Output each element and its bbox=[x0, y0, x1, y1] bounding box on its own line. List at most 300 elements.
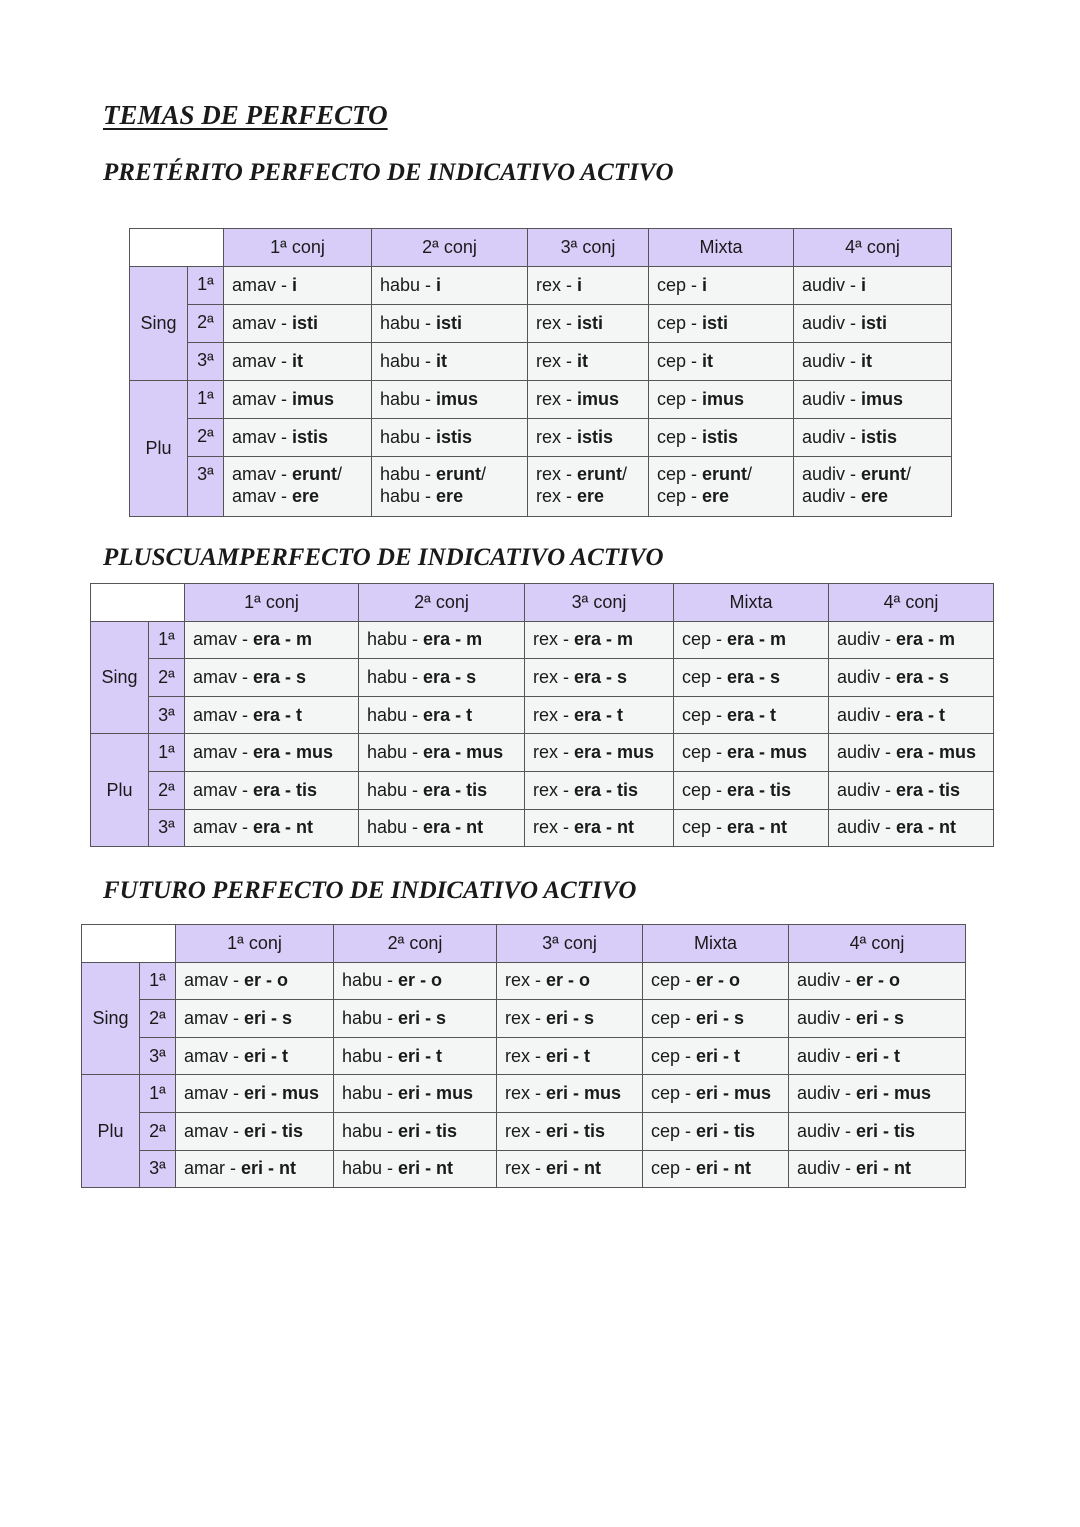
ending: era - t bbox=[574, 704, 624, 725]
form-line bbox=[802, 463, 943, 485]
form-line bbox=[380, 485, 519, 507]
conjugation-cell bbox=[224, 381, 372, 419]
ending: era - mus bbox=[896, 742, 977, 763]
column-header: 2ª conj bbox=[372, 229, 528, 267]
corner-cell bbox=[130, 229, 224, 267]
stem: cep - bbox=[682, 742, 728, 763]
stem: habu - bbox=[342, 970, 399, 991]
stem: amav - bbox=[193, 629, 254, 650]
conjugation-cell bbox=[829, 696, 994, 734]
stem: audiv - bbox=[802, 313, 862, 333]
stem: habu - bbox=[367, 742, 424, 763]
stem: audiv - bbox=[837, 666, 897, 687]
conjugation-cell bbox=[372, 381, 528, 419]
ending: era - mus bbox=[574, 742, 655, 763]
conjugation-cell bbox=[525, 734, 674, 772]
ending: ere bbox=[702, 486, 730, 506]
ending: era - nt bbox=[574, 817, 635, 838]
ending: eri - mus bbox=[398, 1083, 474, 1104]
conjugation-cell bbox=[829, 621, 994, 659]
stem: habu - bbox=[367, 704, 424, 725]
stem: rex - bbox=[533, 779, 575, 800]
stem: habu - bbox=[367, 666, 424, 687]
stem: audiv - bbox=[802, 351, 862, 371]
conjugation-cell bbox=[176, 1037, 334, 1075]
stem: habu - bbox=[342, 1158, 399, 1179]
conjugation-cell bbox=[176, 1075, 334, 1113]
stem: rex - bbox=[536, 313, 578, 333]
number-group-label: Plu bbox=[82, 1075, 140, 1188]
table-row bbox=[82, 1075, 966, 1113]
stem: rex - bbox=[533, 666, 575, 687]
stem: rex - bbox=[505, 1120, 547, 1141]
ending: er - o bbox=[398, 970, 443, 991]
column-header: 4ª conj bbox=[794, 229, 952, 267]
conjugation-cell bbox=[649, 343, 794, 381]
conjugation-cell bbox=[497, 1150, 643, 1188]
stem: amav - bbox=[193, 704, 254, 725]
stem: cep - bbox=[651, 1120, 697, 1141]
conjugation-cell bbox=[794, 267, 952, 305]
conjugation-cell bbox=[224, 267, 372, 305]
stem: amav - bbox=[232, 427, 293, 447]
table-row bbox=[82, 1037, 966, 1075]
person-label: 1ª bbox=[140, 1075, 176, 1113]
stem: cep - bbox=[657, 427, 703, 447]
stem: habu - bbox=[342, 1083, 399, 1104]
conjugation-cell bbox=[643, 1075, 789, 1113]
person-label: 3ª bbox=[149, 696, 185, 734]
conjugation-cell bbox=[224, 457, 372, 517]
separator: / bbox=[906, 464, 912, 484]
conjugation-cell bbox=[497, 1112, 643, 1150]
conjugation-cell bbox=[829, 771, 994, 809]
stem: audiv - bbox=[802, 389, 862, 409]
conjugation-cell bbox=[674, 809, 829, 847]
conjugation-cell bbox=[497, 962, 643, 1000]
stem: amav - bbox=[232, 486, 293, 506]
stem: audiv - bbox=[837, 817, 897, 838]
person-label: 3ª bbox=[140, 1037, 176, 1075]
stem: rex - bbox=[505, 1158, 547, 1179]
header-row bbox=[82, 925, 966, 963]
ending: ere bbox=[861, 486, 889, 506]
conjugation-cell bbox=[525, 809, 674, 847]
conjugation-cell bbox=[334, 962, 497, 1000]
stem: audiv - bbox=[797, 1045, 857, 1066]
ending: era - m bbox=[727, 629, 787, 650]
number-group-label: Sing bbox=[130, 267, 188, 381]
conjugation-cell bbox=[372, 267, 528, 305]
header-row bbox=[130, 229, 952, 267]
ending: era - t bbox=[896, 704, 946, 725]
conjugation-cell bbox=[224, 305, 372, 343]
conjugation-cell bbox=[528, 267, 649, 305]
ending: era - nt bbox=[727, 817, 788, 838]
stem: cep - bbox=[682, 666, 728, 687]
table-pluscuamperfecto bbox=[90, 583, 994, 847]
ending: era - t bbox=[727, 704, 777, 725]
ending: era - t bbox=[253, 704, 303, 725]
ending: erunt bbox=[861, 464, 907, 484]
column-header: Mixta bbox=[674, 584, 829, 622]
ending: era - tis bbox=[727, 779, 792, 800]
person-label: 2ª bbox=[149, 659, 185, 697]
stem: cep - bbox=[657, 275, 703, 295]
ending: era - nt bbox=[423, 817, 484, 838]
ending: it bbox=[702, 351, 714, 371]
stem: cep - bbox=[657, 313, 703, 333]
ending: it bbox=[436, 351, 448, 371]
conjugation-cell bbox=[643, 1150, 789, 1188]
column-header: 1ª conj bbox=[185, 584, 359, 622]
conjugation-cell bbox=[224, 343, 372, 381]
conjugation-cell bbox=[794, 419, 952, 457]
conjugation-cell bbox=[359, 771, 525, 809]
column-header: 2ª conj bbox=[334, 925, 497, 963]
conjugation-cell bbox=[176, 962, 334, 1000]
separator: / bbox=[337, 464, 343, 484]
stem: cep - bbox=[682, 704, 728, 725]
stem: amav - bbox=[232, 389, 293, 409]
ending: it bbox=[577, 351, 589, 371]
ending: eri - nt bbox=[696, 1158, 752, 1179]
ending: eri - tis bbox=[856, 1120, 916, 1141]
ending: era - nt bbox=[896, 817, 957, 838]
person-label: 2ª bbox=[149, 771, 185, 809]
conjugation-cell bbox=[789, 1037, 966, 1075]
stem: rex - bbox=[533, 742, 575, 763]
stem: rex - bbox=[536, 486, 578, 506]
table-row bbox=[91, 771, 994, 809]
conjugation-cell bbox=[643, 1000, 789, 1038]
conjugation-cell bbox=[359, 659, 525, 697]
stem: amav - bbox=[184, 1120, 245, 1141]
stem: amav - bbox=[193, 742, 254, 763]
stem: rex - bbox=[536, 464, 578, 484]
stem: habu - bbox=[380, 464, 437, 484]
conjugation-cell bbox=[649, 305, 794, 343]
ending: era - mus bbox=[423, 742, 504, 763]
ending: era - m bbox=[574, 629, 634, 650]
form-line bbox=[802, 485, 943, 507]
conjugation-cell bbox=[372, 419, 528, 457]
column-header: 1ª conj bbox=[176, 925, 334, 963]
conjugation-cell bbox=[789, 1075, 966, 1113]
ending: er - o bbox=[696, 970, 741, 991]
conjugation-cell bbox=[185, 809, 359, 847]
stem: cep - bbox=[682, 817, 728, 838]
stem: cep - bbox=[682, 629, 728, 650]
stem: audiv - bbox=[837, 779, 897, 800]
ending: erunt bbox=[292, 464, 338, 484]
ending: istis bbox=[577, 427, 614, 447]
stem: amav - bbox=[232, 275, 293, 295]
conjugation-cell bbox=[359, 734, 525, 772]
conjugation-cell bbox=[674, 696, 829, 734]
ending: eri - t bbox=[856, 1045, 901, 1066]
ending: era - m bbox=[423, 629, 483, 650]
stem: amav - bbox=[232, 313, 293, 333]
ending: er - o bbox=[856, 970, 901, 991]
ending: eri - s bbox=[856, 1007, 905, 1028]
stem: cep - bbox=[657, 389, 703, 409]
stem: amav - bbox=[232, 464, 293, 484]
conjugation-cell bbox=[334, 1000, 497, 1038]
ending: era - m bbox=[896, 629, 956, 650]
ending: i bbox=[577, 275, 583, 295]
conjugation-cell bbox=[649, 419, 794, 457]
ending: er - o bbox=[244, 970, 289, 991]
ending: eri - mus bbox=[856, 1083, 932, 1104]
stem: audiv - bbox=[797, 1120, 857, 1141]
conjugation-cell bbox=[528, 457, 649, 517]
ending: erunt bbox=[702, 464, 748, 484]
ending: it bbox=[861, 351, 873, 371]
ending: eri - s bbox=[398, 1007, 447, 1028]
stem: amav - bbox=[193, 666, 254, 687]
stem: habu - bbox=[380, 351, 437, 371]
ending: imus bbox=[577, 389, 620, 409]
conjugation-cell bbox=[359, 621, 525, 659]
ending: istis bbox=[436, 427, 473, 447]
stem: audiv - bbox=[802, 275, 862, 295]
ending: i bbox=[702, 275, 708, 295]
person-label: 2ª bbox=[140, 1000, 176, 1038]
conjugation-cell bbox=[794, 305, 952, 343]
ending: era - m bbox=[253, 629, 313, 650]
conjugation-cell bbox=[674, 771, 829, 809]
ending: eri - mus bbox=[696, 1083, 772, 1104]
number-group-label: Plu bbox=[91, 734, 149, 847]
separator: / bbox=[747, 464, 753, 484]
stem: rex - bbox=[536, 427, 578, 447]
table-row bbox=[91, 696, 994, 734]
column-header: 4ª conj bbox=[829, 584, 994, 622]
person-label: 3ª bbox=[188, 343, 224, 381]
form-line bbox=[380, 463, 519, 485]
conjugation-cell bbox=[185, 771, 359, 809]
stem: habu - bbox=[342, 1045, 399, 1066]
column-header: Mixta bbox=[649, 229, 794, 267]
stem: rex - bbox=[533, 704, 575, 725]
column-header: 2ª conj bbox=[359, 584, 525, 622]
conjugation-cell bbox=[359, 809, 525, 847]
conjugation-cell bbox=[525, 696, 674, 734]
stem: amav - bbox=[184, 970, 245, 991]
form-line bbox=[536, 463, 640, 485]
conjugation-cell bbox=[528, 343, 649, 381]
stem: habu - bbox=[380, 275, 437, 295]
conjugation-cell bbox=[528, 419, 649, 457]
ending: eri - nt bbox=[398, 1158, 454, 1179]
form-line bbox=[232, 485, 363, 507]
conjugation-cell bbox=[649, 267, 794, 305]
section-title-pluscuamperfecto: PLUSCUAMPERFECTO DE INDICATIVO ACTIVO bbox=[103, 544, 664, 571]
ending: it bbox=[292, 351, 304, 371]
stem: cep - bbox=[651, 970, 697, 991]
ending: era - mus bbox=[253, 742, 334, 763]
conjugation-cell bbox=[334, 1112, 497, 1150]
conjugation-cell bbox=[224, 419, 372, 457]
stem: audiv - bbox=[797, 970, 857, 991]
stem: audiv - bbox=[802, 486, 862, 506]
person-label: 1ª bbox=[188, 381, 224, 419]
stem: cep - bbox=[657, 351, 703, 371]
ending: erunt bbox=[577, 464, 623, 484]
person-label: 2ª bbox=[188, 305, 224, 343]
ending: imus bbox=[702, 389, 745, 409]
stem: audiv - bbox=[802, 427, 862, 447]
separator: / bbox=[481, 464, 487, 484]
conjugation-cell bbox=[528, 305, 649, 343]
conjugation-cell bbox=[497, 1037, 643, 1075]
stem: rex - bbox=[505, 1083, 547, 1104]
ending: imus bbox=[292, 389, 335, 409]
column-header: 3ª conj bbox=[497, 925, 643, 963]
conjugation-cell bbox=[794, 343, 952, 381]
stem: habu - bbox=[380, 313, 437, 333]
ending: istis bbox=[702, 427, 739, 447]
conjugation-cell bbox=[643, 1037, 789, 1075]
conjugation-cell bbox=[372, 305, 528, 343]
stem: habu - bbox=[342, 1120, 399, 1141]
conjugation-cell bbox=[372, 457, 528, 517]
stem: habu - bbox=[380, 389, 437, 409]
stem: audiv - bbox=[797, 1007, 857, 1028]
stem: rex - bbox=[533, 629, 575, 650]
table-row bbox=[91, 809, 994, 847]
form-line bbox=[657, 463, 785, 485]
column-header: 1ª conj bbox=[224, 229, 372, 267]
column-header: 3ª conj bbox=[525, 584, 674, 622]
stem: habu - bbox=[342, 1007, 399, 1028]
ending: isti bbox=[861, 313, 888, 333]
form-line bbox=[657, 485, 785, 507]
stem: amav - bbox=[232, 351, 293, 371]
corner-cell bbox=[91, 584, 185, 622]
stem: audiv - bbox=[837, 742, 897, 763]
ending: era - tis bbox=[574, 779, 639, 800]
conjugation-cell bbox=[794, 457, 952, 517]
number-group-label: Sing bbox=[91, 621, 149, 734]
conjugation-cell bbox=[334, 1150, 497, 1188]
conjugation-cell bbox=[794, 381, 952, 419]
stem: rex - bbox=[536, 389, 578, 409]
ending: isti bbox=[702, 313, 729, 333]
ending: isti bbox=[292, 313, 319, 333]
person-label: 2ª bbox=[188, 419, 224, 457]
ending: imus bbox=[436, 389, 479, 409]
person-label: 1ª bbox=[140, 962, 176, 1000]
conjugation-cell bbox=[789, 1112, 966, 1150]
section-title-futuro-perfecto: FUTURO PERFECTO DE INDICATIVO ACTIVO bbox=[103, 877, 637, 904]
conjugation-cell bbox=[176, 1150, 334, 1188]
ending: eri - t bbox=[398, 1045, 443, 1066]
ending: era - s bbox=[423, 666, 477, 687]
section-title-preterito-perfecto: PRETÉRITO PERFECTO DE INDICATIVO ACTIVO bbox=[103, 159, 674, 186]
ending: eri - s bbox=[244, 1007, 293, 1028]
conjugation-cell bbox=[525, 659, 674, 697]
stem: audiv - bbox=[837, 704, 897, 725]
stem: habu - bbox=[367, 817, 424, 838]
table-futuro-perfecto bbox=[81, 924, 966, 1188]
ending: eri - t bbox=[546, 1045, 591, 1066]
conjugation-cell bbox=[334, 1075, 497, 1113]
column-header: 3ª conj bbox=[528, 229, 649, 267]
number-group-label: Sing bbox=[82, 962, 140, 1075]
stem: cep - bbox=[657, 464, 703, 484]
stem: rex - bbox=[505, 970, 547, 991]
stem: cep - bbox=[651, 1083, 697, 1104]
conjugation-cell bbox=[185, 696, 359, 734]
person-label: 2ª bbox=[140, 1112, 176, 1150]
conjugation-cell bbox=[372, 343, 528, 381]
conjugation-cell bbox=[359, 696, 525, 734]
form-line bbox=[232, 463, 363, 485]
ending: er - o bbox=[546, 970, 591, 991]
ending: ere bbox=[292, 486, 320, 506]
table-row bbox=[130, 381, 952, 419]
stem: amav - bbox=[184, 1045, 245, 1066]
ending: eri - mus bbox=[244, 1083, 320, 1104]
stem: rex - bbox=[536, 275, 578, 295]
ending: ere bbox=[577, 486, 605, 506]
table-row bbox=[82, 962, 966, 1000]
conjugation-cell bbox=[789, 1000, 966, 1038]
stem: amav - bbox=[184, 1083, 245, 1104]
conjugation-cell bbox=[674, 659, 829, 697]
conjugation-cell bbox=[176, 1000, 334, 1038]
number-group-label: Plu bbox=[130, 381, 188, 517]
ending: eri - nt bbox=[546, 1158, 602, 1179]
stem: audiv - bbox=[802, 464, 862, 484]
stem: habu - bbox=[380, 486, 437, 506]
conjugation-cell bbox=[497, 1000, 643, 1038]
page-title: TEMAS DE PERFECTO bbox=[103, 100, 388, 130]
header-row bbox=[91, 584, 994, 622]
stem: audiv - bbox=[797, 1158, 857, 1179]
conjugation-cell bbox=[829, 659, 994, 697]
stem: amav - bbox=[193, 817, 254, 838]
stem: audiv - bbox=[837, 629, 897, 650]
table-row bbox=[130, 457, 952, 517]
corner-cell bbox=[82, 925, 176, 963]
person-label: 3ª bbox=[149, 809, 185, 847]
table-row bbox=[130, 267, 952, 305]
stem: amav - bbox=[184, 1007, 245, 1028]
ending: imus bbox=[861, 389, 904, 409]
ending: istis bbox=[861, 427, 898, 447]
ending: era - nt bbox=[253, 817, 314, 838]
stem: habu - bbox=[380, 427, 437, 447]
ending: i bbox=[861, 275, 867, 295]
ending: era - s bbox=[253, 666, 307, 687]
ending: era - tis bbox=[423, 779, 488, 800]
ending: eri - t bbox=[244, 1045, 289, 1066]
column-header: Mixta bbox=[643, 925, 789, 963]
person-label: 1ª bbox=[188, 267, 224, 305]
conjugation-cell bbox=[829, 734, 994, 772]
ending: era - tis bbox=[253, 779, 318, 800]
ending: era - s bbox=[574, 666, 628, 687]
stem: rex - bbox=[505, 1045, 547, 1066]
stem: rex - bbox=[533, 817, 575, 838]
conjugation-cell bbox=[649, 457, 794, 517]
stem: cep - bbox=[651, 1158, 697, 1179]
ending: eri - s bbox=[546, 1007, 595, 1028]
stem: habu - bbox=[367, 629, 424, 650]
